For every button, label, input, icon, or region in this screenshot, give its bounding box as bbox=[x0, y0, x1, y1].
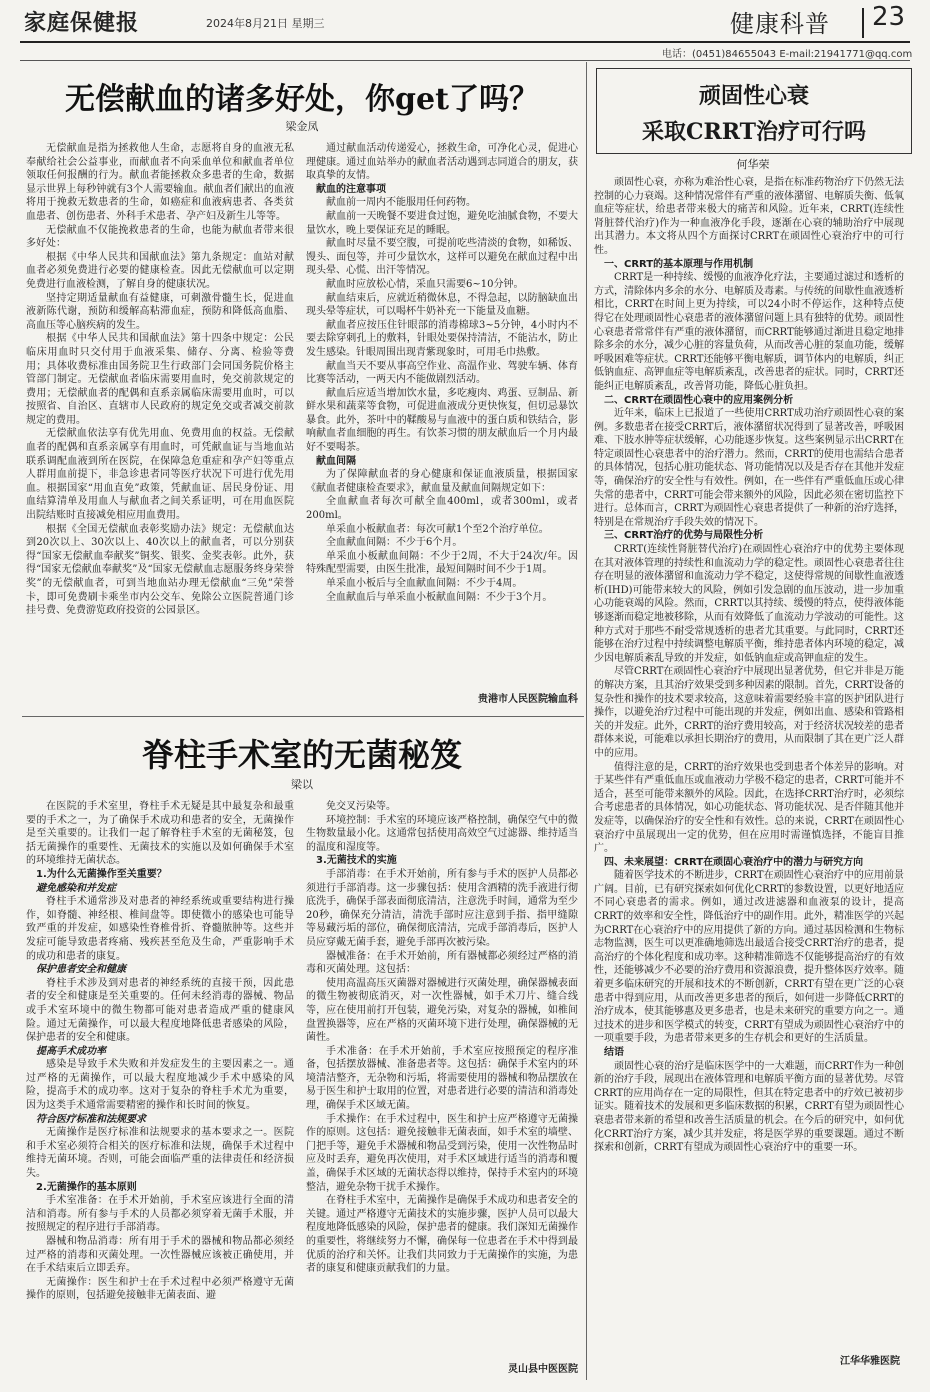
article1-title: 无偿献血的诸多好处，你get了吗？ bbox=[65, 82, 539, 117]
section-heading: 三、CRRT治疗的优势与局限性分析 bbox=[604, 530, 764, 542]
section-heading: 2.无菌操作的基本原则 bbox=[36, 1181, 137, 1193]
article3-source: 江华华雅医院 bbox=[840, 1356, 900, 1367]
paragraph: 无菌操作是医疗标准和法规要求的基本要求之一。医院和手术室必须符合相关的医疗标准和法规，确保手术过程中维持无菌环境。否则，可能会面临严重的法律责任和经济损失。 bbox=[26, 1127, 294, 1180]
subheading: 提高手术成功率 bbox=[36, 1045, 106, 1057]
article2-author: 梁以 bbox=[291, 778, 313, 791]
paragraph: 在医院的手术室里，脊柱手术无疑是其中最复杂和最重要的手术之一，为了确保手术成功和患者的安全，无菌操作是至关重要的。让我们一起了解脊柱手术室的无菌秘笈，包括无菌操作的重要性、无菌技术的实施以及如何确保手术室的环境维持无菌状态。 bbox=[26, 801, 294, 867]
paragraph: 器械准备：在手术开始前，所有器械都必须经过严格的消毒和灭菌处理。这包括： bbox=[306, 950, 578, 976]
subheading: 保护患者安全和健康 bbox=[36, 964, 126, 976]
section-heading: 3.无菌技术的实施 bbox=[316, 855, 397, 867]
masthead bbox=[0, 0, 930, 42]
section-heading: 四、未来展望：CRRT在顽固心衰治疗中的潜力与研究方向 bbox=[604, 856, 864, 868]
column-divider bbox=[586, 62, 587, 1380]
paragraph: 尽管CRRT在顽固性心衰治疗中展现出显著优势，但它并非是万能的解决方案，且其治疗效果受到多种因素的限制。首先，CRRT设备的复杂性和操作的技术要求较高，这意味着需要经验丰富的医护团队进行操作，以避免治疗过程中可能出现的并发症，例如出血、感染和管路相关的并发症。此外，CRRT的治疗费用较高，对于经济状况较差的患者群体来说，可能难以承担长期治疗的费用，从而限制了其在更广泛人群中的应用。 bbox=[594, 666, 904, 759]
section-name: 健康科普 bbox=[730, 10, 830, 38]
paragraph: 脊柱手术涉及到对患者的神经系统的直接干预，因此患者的安全和健康是至关重要的。任何未经消毒的器械、物品或手术室环境中的微生物都可能对患者造成严重的健康风险。通过无菌操作，可以最大程度地降低患者感染的风险，保护患者的安全和健康。 bbox=[26, 977, 294, 1044]
paragraph: 献血结束后，应就近稍微休息，不得急起，以防脑缺血出现头晕等症状，可以喝杯牛奶补充一下能量及血糖。 bbox=[306, 292, 578, 318]
paragraph: 通过献血活动传递爱心，拯救生命，可净化心灵，促进心理健康。通过血站举办的献血者活动遇到志同道合的朋友，获取真挚的友情。 bbox=[306, 143, 578, 182]
section-heading: 献血的注意事项 bbox=[316, 183, 386, 195]
paragraph: 全血献血后与单采血小板献血间隔：不少于3个月。 bbox=[326, 591, 553, 603]
paragraph: 献血前一天晚餐不要进食过饱，避免吃油腻食物，不要大量饮水，晚上要保证充足的睡眠。 bbox=[306, 210, 578, 236]
paragraph: 手术准备：在手术开始前，手术室应按照预定的程序准备，包括摆放器械、准备患者等。这包括：确保手术室内的环境清洁整齐，无杂物和污垢，将需要使用的器械和物品摆放在易于医生和护士取用的位置，对患者进行必要的清洁和消毒处理，确保手术区域无菌。 bbox=[306, 1045, 578, 1112]
section-heading: 二、CRRT在顽固性心衰中的应用案例分析 bbox=[604, 394, 794, 406]
article3-title-line1: 顽固性心衰 bbox=[698, 83, 809, 109]
paragraph: 手术室准备：在手术开始前，手术室应该进行全面的清洁和消毒。所有参与手术的人员都必须穿着无菌手术服，并按照规定的程序进行手部消毒。 bbox=[26, 1195, 294, 1234]
paragraph: 值得注意的是，CRRT的治疗效果也受到患者个体差异的影响。对于某些伴有严重低血压或血液动力学极不稳定的患者，CRRT可能并不适合，甚至可能带来额外的风险。因此，在选择CRRT治疗时，必须综合考虑患者的具体情况，如心功能状态、肾功能状况、是否伴随其他并发症等，以确保治疗的安全性和有效性。总的来说，CRRT在顽固性心衰治疗中虽展现出一定的优势，但在应用时需谨慎选择，不能盲目推广。 bbox=[594, 761, 904, 855]
article1-author: 梁金凤 bbox=[285, 120, 319, 133]
article2-column-2 bbox=[306, 800, 578, 1356]
paragraph: 献血前一周内不能服用任何药物。 bbox=[326, 197, 476, 209]
section-heading: 献血间隔 bbox=[316, 455, 356, 467]
paragraph: 手术操作：在手术过程中，医生和护士应严格遵守无菌操作的原则。这包括：避免接触非无菌表面，如手术室的墙壁、门把手等，避免手术器械和物品受到污染，使用一次性物品时应及时丢弃，避免再次使用，对手术区域进行适当的消毒和覆盖，确保手术区域的无菌状态得以维持，保持手术室内的环境整洁，避免杂物干扰手术操作。 bbox=[306, 1113, 578, 1193]
paragraph: 献血后应适当增加饮水量，多吃瘦肉、鸡蛋、豆制品、新鲜水果和蔬菜等食物，可促进血液成分更快恢复，但切忌暴饮暴食。此外，茶叶中的鞣酸易与血液中的蛋白质和铁结合，影响献血者血细胞的再生。有饮茶习惯的朋友献血后一个月内最好不要喝茶。 bbox=[306, 387, 578, 454]
article2-source: 灵山县中医医院 bbox=[508, 1364, 578, 1375]
paragraph: 全血献血者每次可献全血400ml，或者300ml，或者200ml。 bbox=[306, 496, 578, 522]
paragraph: 无偿献血是指为拯救他人生命，志愿将自身的血液无私奉献给社会公益事业，而献血者不向采血单位和献血者单位领取任何报酬的行为。献血者能拯救众多患者的生命，数据显示世界上每秒钟就有3个人需要输血。献血者们献出的血液将用于挽救无数患者的生命，如癌症和血液病患者、各类贫血患者、创伤患者、外科手术患者、孕产妇及新生儿等等。 bbox=[26, 143, 294, 222]
subheading: 避免感染和并发症 bbox=[36, 882, 116, 894]
article1-source: 贵港市人民医院输血科 bbox=[478, 694, 578, 705]
masthead-rule bbox=[20, 41, 910, 43]
paragraph: 根据《中华人民共和国献血法》第九条规定：血站对献血者必须免费进行必要的健康检查。因此无偿献血可以定期免费进行血液检测，了解自身的健康状况。 bbox=[26, 251, 294, 290]
section-heading: 结语 bbox=[604, 1047, 624, 1058]
paragraph: 无偿献血依法享有优先用血、免费用血的权益。无偿献血者的配偶和直系亲属享有用血时，可凭献血证与当地血站联系调配血液到所在医院，在保障急危重症和孕产妇等重点人群用血前提下，非急诊患者同等医疗状况下可进行优先用血。根据国家“用血直免”政策，凭献血证、居民身份证、用血结算清单及用血人与献血者之间关系证明，可在用血医院出院结账时直接减免相应用血费用。 bbox=[26, 428, 294, 522]
article-divider bbox=[22, 716, 584, 717]
article3-title-box bbox=[596, 68, 912, 154]
paragraph: 全血献血间隔：不少于6个月。 bbox=[326, 537, 463, 549]
page-number: 23 bbox=[872, 2, 906, 32]
paragraph: 随着医学技术的不断进步，CRRT在顽固性心衰治疗中的应用前景广阔。目前，已有研究探索如何优化CRRT的参数设置，以更好地适应不同心衰患者的需求。例如，通过改进滤器和血液泵的设计，提高CRRT的效率和安全性，降低治疗中的副作用。此外，精准医学的兴起为CRRT在心衰治疗中的应用提供了新的方向。通过基因检测和生物标志物监测，医生可以更准确地筛选出最适合接受CRRT治疗的患者，提高治疗的个体化程度和成功率。这种精准筛选不仅能够提高治疗的有效性，还能够减少不必要的治疗费用和资源浪费，提升整体医疗效率。随着更多临床研究的开展和技术的不断创新，CRRT有望在更广泛的心衰患者中得到应用，从而改善更多患者的预后，如何进一步降低CRRT的治疗成本，使其能够惠及更多患者，也是未来研究的重要方向之一。通过技术的进步和医学模式的转变，CRRT有望成为顽固性心衰治疗中的一项重要手段，为患者带来更多的生存机会和更好的生活质量。 bbox=[594, 870, 904, 1045]
paragraph: 免交叉污染等。 bbox=[326, 801, 396, 812]
contact-line: 电话：(0451)84655043 E-mail:21941771@qq.com bbox=[662, 49, 913, 60]
article1-column-2 bbox=[306, 142, 578, 682]
newspaper-name: 家庭保健报 bbox=[24, 10, 140, 36]
paragraph: 顽固性心衰，亦称为难治性心衰，是指在标准药物治疗下仍然无法控制的心力衰竭。这种情况常伴有严重的液体潴留、电解质失衡、低氧血症等症状，给患者带来极大的痛苦和风险。近年来，CRRT(连续性肾脏替代治疗)作为一种血液净化手段，逐渐在心衰的辅助治疗中展现出其潜力。本文将从四个方面探讨CRRT在顽固性心衰治疗中的可行性。 bbox=[594, 177, 904, 256]
article3-body bbox=[594, 176, 904, 1348]
paragraph: 脊柱手术通常涉及对患者的神经系统或重要结构进行操作，如脊髓、神经根、椎间盘等。即使微小的感染也可能导致严重的并发症，如感染性脊椎骨折、脊髓脓肿等。这些并发症可能导致患者疼痛、残疾甚至危及生命，严重影响手术的成功和患者的康复。 bbox=[26, 896, 294, 962]
section-heading: 一、CRRT的基本原理与作用机制 bbox=[604, 258, 754, 270]
contact-rule bbox=[20, 60, 910, 61]
article3-title-line2: 采取CRRT治疗可行吗 bbox=[641, 119, 867, 145]
issue-date: 2024年8月21日 星期三 bbox=[206, 17, 325, 30]
paragraph: 在脊柱手术室中，无菌操作是确保手术成功和患者安全的关键。通过严格遵守无菌技术的实施步骤，医护人员可以最大程度地降低感染的风险，保护患者的健康。我们深知无菌操作的重要性，将继续努力不懈，确保每一位患者在手术中得到最优质的治疗和关怀。让我们共同致力于无菌操作的实施，为患者的康复和健康贡献我们的力量。 bbox=[306, 1195, 578, 1275]
paragraph: 献血者应按压住针眼部的消毒棉球3~5分钟，4小时内不要去除穿刺孔上的敷料，针眼处要保持清洁，不能沾水，防止发生感染。针眼周围出现青紫现象时，可用毛巾热敷。 bbox=[306, 319, 578, 358]
paragraph: 近年来，临床上已报道了一些使用CRRT成功治疗顽固性心衰的案例。多数患者在接受CRRT后，液体潴留状况得到了显著改善，呼吸困难、下肢水肿等症状缓解，心功能逐步恢复。这些案例显示出CRRT在特定顽固性心衰患者中的治疗潜力。然而，CRRT的使用也需结合患者的具体情况，包括心脏功能状态、肾功能情况以及是否存在其他并发症等，确保治疗的安全性与有效性。例如，在一些伴有严重低血压或心律失常的患者中，CRRT可能会带来额外的风险，因此必须在密切监控下进行。总体而言，CRRT为顽固性心衰患者提供了一种新的治疗选择，特别是在常规治疗手段失效的情况下。 bbox=[594, 408, 904, 528]
paragraph: 为了保障献血者的身心健康和保证血液质量，根据国家《献血者健康检查要求》，献血量及献血间隔规定如下： bbox=[306, 469, 578, 494]
article2-column-1 bbox=[26, 800, 294, 1380]
page-number-divider bbox=[862, 8, 864, 38]
section-heading: 1.为什么无菌操作至关重要？ bbox=[36, 868, 167, 880]
article2-title: 脊柱手术室的无菌秘笈 bbox=[141, 736, 462, 774]
paragraph: 手部消毒：在手术开始前，所有参与手术的医护人员都必须进行手部消毒。这一步骤包括：使用含酒精的洗手液进行彻底洗手，确保手部表面彻底清洁，注意洗手时间，通常为至少20秒，确保充分清洁，清洗手部时应注意到手指、指甲缝隙等易藏污垢的部位，确保彻底清洁，完成手部消毒后，医护人员应穿戴无菌手套，避免手部再次被污染。 bbox=[306, 868, 578, 948]
paragraph: 顽固性心衰的治疗是临床医学中的一大难题，而CRRT作为一种创新的治疗手段，展现出在液体管理和电解质平衡方面的显著优势。尽管CRRT的应用尚存在一定的局限性，但其在特定患者中的疗效已被初步证实。随着技术的发展和更多临床数据的积累，CRRT有望为顽固性心衰患者带来新的希望和改善生活质量的机会。在今后的研究中，如何优化CRRT治疗方案，减少其并发症，将是医学界的重要课题。通过不断探索和创新，CRRT有望成为顽固性心衰治疗中的重要一环。 bbox=[594, 1060, 904, 1154]
paragraph: 使用高温高压灭菌器对器械进行灭菌处理，确保器械表面的微生物被彻底消灭，对一次性器械，如手术刀片、缝合线等，应在使用前打开包装，避免污染，对复杂的器械，如椎间盘置换器等，应在严格的灭菌环境下进行处理，确保器械的无菌性。 bbox=[306, 977, 578, 1044]
paragraph: CRRT(连续性肾脏替代治疗)在顽固性心衰治疗中的优势主要体现在其对液体管理的持续性和血流动力学的稳定性。顽固性心衰患者往往存在明显的液体潴留和血流动力学不稳定，这使得常规的间歇性血液透析(IHD)可能带来较大的风险，例如引发急剧的血压波动，进一步加重心功能衰竭的风险。然而，CRRT以其持续、缓慢的特点，使得液体能够逐渐而稳定地被移除，从而有效降低了血流动力学波动的可能性。这种方式对于那些不耐受常规透析的患者尤其重要。与此同时，CRRT还能够在治疗过程中持续调整电解质平衡，维持患者体内环境的稳定，减少因电解质紊乱导致的并发症，如低钠血症或高钾血症的发生。 bbox=[594, 544, 904, 664]
paragraph: 献血时尽量不要空腹，可提前吃些清淡的食物，如稀饭、馒头、面包等，并可少量饮水，这样可以避免在献血过程中出现头晕、心慌、出汗等情况。 bbox=[306, 238, 578, 277]
paragraph: 根据《全国无偿献血表彰奖励办法》规定：无偿献血达到20次以上、30次以上、40次以上的献血者，可以分别获得“国家无偿献血奉献奖”铜奖、银奖、金奖表彰。此外，获得“国家无偿献血奉献奖”及“国家无偿献血志愿服务终身荣誉奖”的无偿献血者，可到当地血站办理无偿献血“三免”荣誉卡，即可免费刷卡乘坐市内公交车、免除公立医院普通门诊挂号费、免费游览政府投资的公园景区。 bbox=[26, 523, 294, 617]
subheading: 符合医疗标准和法规要求 bbox=[36, 1113, 146, 1125]
paragraph: 感染是导致手术失败和并发症发生的主要因素之一。通过严格的无菌操作，可以最大程度地减少手术中感染的风险，提高手术的成功率。这对于复杂的脊柱手术尤为重要，因为这类手术通常需要精密的操作和长时间的恢复。 bbox=[26, 1059, 294, 1112]
paragraph: 根据《中华人民共和国献血法》第十四条中规定：公民临床用血时只交付用于血液采集、储存、分离、检验等费用；具体收费标准由国务院卫生行政部门会同国务院价格主管部门制定。无偿献血者临床需要用血时，免交前款规定的费用；无偿献血者的配偶和直系亲属临床需要用血时，可以按照省、自治区、直辖市人民政府的规定免交或者减交前款规定的费用。 bbox=[26, 333, 294, 426]
paragraph: 献血时应放松心情，采血只需要6~10分钟。 bbox=[326, 278, 524, 290]
paragraph: 环境控制：手术室的环境应该严格控制，确保空气中的微生物数量最小化。这通常包括使用高效空气过滤器、维持适当的温度和湿度等。 bbox=[306, 814, 578, 853]
paragraph: 献血当天不要从事高空作业、高温作业、驾驶车辆、体育比赛等活动，一两天内不能做剧烈活动。 bbox=[306, 360, 578, 386]
paragraph: 单采血小板献血者：每次可献1个至2个治疗单位。 bbox=[326, 523, 549, 535]
paragraph: 无偿献血不仅能挽救患者的生命，也能为献血者带来很多好处： bbox=[26, 224, 294, 250]
article1-column-1 bbox=[26, 142, 294, 708]
paragraph: 单采血小板献血间隔：不少于2周，不大于24次/年。因特殊配型需要，由医生批准，最短间隔时间不少于1周。 bbox=[306, 550, 578, 576]
paragraph: 坚持定期适量献血有益健康，可刺激骨髓生长，促进血液新陈代谢，预防和缓解高粘滞血症，预防和降低高血脂、高血压等心脑疾病的发生。 bbox=[26, 292, 294, 331]
paragraph: 单采血小板后与全血献血间隔：不少于4周。 bbox=[326, 578, 523, 589]
paragraph: 无菌操作：医生和护士在手术过程中必须严格遵守无菌操作的原则，包括避免接触非无菌表面、避 bbox=[26, 1276, 294, 1302]
paragraph: CRRT是一种持续、缓慢的血液净化疗法，主要通过滤过和透析的方式，清除体内多余的水分、电解质及毒素。与传统的间歇性血液透析相比，CRRT在时间上更为持续，可以24小时不停运作，这种特点使得它在处理顽固性心衰患者的液体潴留问题上具有独特的优势。顽固性心衰患者常常伴有严重的液体潴留，而CRRT能够通过渐进且稳定地排除多余的水分，减少心脏的容量负荷，从而改善心脏的泵血功能，缓解呼吸困难等症状。CRRT还能够平衡电解质，调节体内的电解质，纠正低钠血症、高钾血症等电解质紊乱，改善患者的症状。同时，CRRT还能纠正电解质紊乱，改善肾功能，降低心脏负担。 bbox=[594, 272, 904, 392]
paragraph: 器械和物品消毒：所有用于手术的器械和物品都必须经过严格的消毒和灭菌处理。一次性器械应该被正确使用，并在手术结束后立即丢弃。 bbox=[26, 1236, 294, 1275]
article3-author: 何华荣 bbox=[736, 158, 770, 171]
